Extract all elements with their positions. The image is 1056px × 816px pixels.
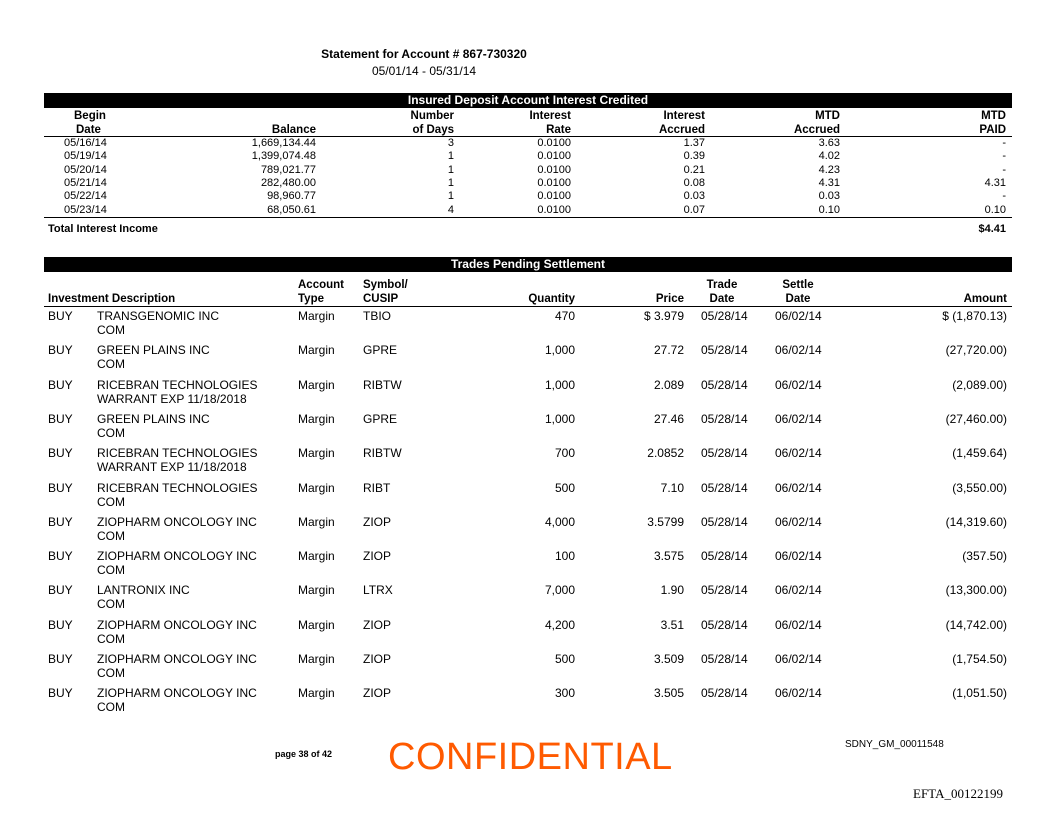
col-accrued: Accrued bbox=[658, 124, 705, 136]
col-account: Account bbox=[298, 279, 344, 291]
trade-description: RICEBRAN TECHNOLOGIES bbox=[97, 377, 258, 392]
trade-symbol: TBIO bbox=[363, 309, 392, 323]
trade-description-line2: COM bbox=[97, 323, 125, 337]
trade-symbol: GPRE bbox=[363, 343, 398, 358]
col-amount: Amount bbox=[963, 293, 1007, 305]
efta-number: EFTA_00122199 bbox=[913, 786, 1003, 801]
total-interest-value: $4.41 bbox=[978, 223, 1006, 235]
trade-description-line2: COM bbox=[97, 666, 125, 680]
interest-rate: 0.0100 bbox=[537, 190, 571, 203]
trade-date: 05/28/14 bbox=[701, 343, 748, 358]
col-symbol: Symbol/ bbox=[363, 279, 408, 291]
trade-amount: (14,319.60) bbox=[945, 514, 1007, 529]
trade-price: 27.72 bbox=[653, 343, 684, 358]
interest-mtd-accrued: 3.63 bbox=[818, 137, 840, 149]
interest-balance: 1,669,134.44 bbox=[251, 137, 316, 149]
trade-account-type: Margin bbox=[298, 686, 335, 701]
col-interest-rate-1: Interest bbox=[529, 110, 571, 122]
trade-amount: (1,459.64) bbox=[952, 446, 1007, 461]
trade-account-type: Margin bbox=[298, 549, 335, 564]
interest-balance: 789,021.77 bbox=[260, 163, 316, 176]
interest-days: 4 bbox=[447, 203, 454, 216]
total-interest-label: Total Interest Income bbox=[48, 223, 158, 235]
interest-mtd-accrued: 4.23 bbox=[818, 163, 840, 176]
trade-account-type: Margin bbox=[298, 617, 335, 632]
trade-description-line2: COM bbox=[97, 563, 125, 578]
interest-mtd-accrued: 4.02 bbox=[818, 150, 840, 163]
trade-description-line2: COM bbox=[97, 494, 125, 509]
trade-action: BUY bbox=[48, 617, 73, 632]
trade-date: 05/28/14 bbox=[701, 446, 748, 461]
trade-settle-date: 06/02/14 bbox=[775, 514, 822, 529]
trade-symbol: ZIOP bbox=[363, 617, 392, 632]
interest-rate: 0.0100 bbox=[537, 203, 571, 216]
col-date: Date bbox=[76, 124, 101, 136]
col-settle-date: Date bbox=[785, 293, 811, 305]
interest-balance: 98,960.77 bbox=[267, 190, 316, 203]
interest-accrued: 0.21 bbox=[683, 163, 705, 176]
trade-description: TRANSGENOMIC INC bbox=[97, 309, 220, 323]
trade-quantity: 470 bbox=[554, 309, 575, 323]
trade-account-type: Margin bbox=[298, 309, 335, 323]
interest-balance: 1,399,074.48 bbox=[251, 150, 316, 163]
trade-account-type: Margin bbox=[298, 652, 335, 666]
interest-accrued: 0.39 bbox=[683, 150, 705, 163]
trade-description: ZIOPHARM ONCOLOGY INC bbox=[97, 652, 257, 666]
interest-balance: 282,480.00 bbox=[260, 176, 316, 189]
trade-account-type: Margin bbox=[298, 446, 335, 461]
trade-description: LANTRONIX INC bbox=[97, 583, 190, 598]
trade-date: 05/28/14 bbox=[701, 617, 748, 632]
interest-date: 05/19/14 bbox=[64, 150, 107, 163]
trade-description-line2: COM bbox=[97, 631, 125, 646]
trade-settle-date: 06/02/14 bbox=[775, 686, 822, 701]
interest-balance: 68,050.61 bbox=[267, 203, 316, 216]
interest-date: 05/16/14 bbox=[64, 137, 107, 149]
trade-action: BUY bbox=[48, 549, 73, 564]
col-interest-accrued-1: Interest bbox=[663, 110, 705, 122]
trade-date: 05/28/14 bbox=[701, 377, 748, 392]
trade-action: BUY bbox=[48, 411, 73, 426]
trade-description: ZIOPHARM ONCOLOGY INC bbox=[97, 686, 257, 701]
interest-date: 05/22/14 bbox=[64, 190, 107, 203]
trade-action: BUY bbox=[48, 480, 73, 495]
trade-description-line2: WARRANT EXP 11/18/2018 bbox=[97, 391, 247, 406]
col-balance: Balance bbox=[271, 124, 316, 136]
interest-date: 05/20/14 bbox=[64, 163, 107, 176]
interest-total-rule bbox=[44, 217, 1012, 218]
trade-settle-date: 06/02/14 bbox=[775, 549, 822, 564]
trade-action: BUY bbox=[48, 686, 73, 701]
trades-section-title: Trades Pending Settlement bbox=[44, 257, 1012, 272]
trade-action: BUY bbox=[48, 583, 73, 598]
trade-date: 05/28/14 bbox=[701, 309, 748, 323]
trade-description-line2: COM bbox=[97, 597, 125, 612]
col-cusip: CUSIP bbox=[363, 293, 399, 305]
col-investment-description: Investment Description bbox=[48, 293, 176, 305]
trade-price: 7.10 bbox=[660, 480, 684, 495]
trade-amount: (3,550.00) bbox=[952, 480, 1007, 495]
trade-symbol: LTRX bbox=[363, 583, 393, 598]
trade-description-line2: COM bbox=[97, 425, 125, 440]
trade-settle-date: 06/02/14 bbox=[775, 446, 822, 461]
col-of-days: of Days bbox=[412, 124, 454, 136]
interest-accrued: 1.37 bbox=[683, 137, 705, 149]
trade-date: 05/28/14 bbox=[701, 480, 748, 495]
trade-price: 2.0852 bbox=[647, 446, 684, 461]
trade-symbol: RIBTW bbox=[363, 446, 402, 461]
trade-description: ZIOPHARM ONCOLOGY INC bbox=[97, 549, 257, 564]
trade-date: 05/28/14 bbox=[701, 411, 748, 426]
statement-period: 05/01/14 - 05/31/14 bbox=[371, 64, 477, 78]
interest-rate: 0.0100 bbox=[537, 150, 571, 163]
trade-quantity: 500 bbox=[554, 652, 575, 666]
col-paid: PAID bbox=[979, 124, 1006, 136]
trade-amount: (13,300.00) bbox=[945, 583, 1007, 598]
trade-settle-date: 06/02/14 bbox=[775, 411, 822, 426]
interest-mtd-accrued: 0.03 bbox=[818, 190, 840, 203]
confidential-stamp: CONFIDENTIAL bbox=[388, 736, 673, 778]
trade-date: 05/28/14 bbox=[701, 652, 748, 666]
trade-account-type: Margin bbox=[298, 514, 335, 529]
trade-date: 05/28/14 bbox=[701, 583, 748, 598]
trade-account-type: Margin bbox=[298, 343, 335, 358]
trade-amount: (2,089.00) bbox=[952, 377, 1007, 392]
trade-action: BUY bbox=[48, 446, 73, 461]
trade-action: BUY bbox=[48, 343, 73, 358]
trade-price: 3.5799 bbox=[647, 514, 684, 529]
trade-date: 05/28/14 bbox=[701, 549, 748, 564]
trade-symbol: ZIOP bbox=[363, 686, 392, 701]
trade-description: GREEN PLAINS INC bbox=[97, 343, 210, 358]
trade-settle-date: 06/02/14 bbox=[775, 309, 822, 323]
trade-action: BUY bbox=[48, 377, 73, 392]
trade-action: BUY bbox=[48, 652, 73, 666]
trade-description: ZIOPHARM ONCOLOGY INC bbox=[97, 514, 257, 529]
interest-paid: - bbox=[1002, 163, 1006, 176]
col-trade-date: Date bbox=[709, 293, 735, 305]
trade-amount: $ (1,870.13) bbox=[942, 309, 1007, 323]
trade-settle-date: 06/02/14 bbox=[775, 480, 822, 495]
trade-description: RICEBRAN TECHNOLOGIES bbox=[97, 446, 258, 461]
interest-date: 05/21/14 bbox=[64, 176, 107, 189]
trades-header-rule bbox=[44, 306, 1012, 307]
interest-days: 1 bbox=[447, 190, 454, 203]
interest-paid: 4.31 bbox=[984, 176, 1006, 189]
statement-title: Statement for Account # 867-730320 bbox=[321, 47, 527, 61]
trade-symbol: RIBTW bbox=[363, 377, 402, 392]
trade-description-line2: COM bbox=[97, 357, 125, 372]
page-number: page 38 of 42 bbox=[275, 749, 333, 759]
trade-account-type: Margin bbox=[298, 377, 335, 392]
interest-rate: 0.0100 bbox=[537, 176, 571, 189]
trade-price: 3.505 bbox=[653, 686, 684, 701]
trade-date: 05/28/14 bbox=[701, 514, 748, 529]
trade-description-line2: COM bbox=[97, 700, 125, 715]
trade-settle-date: 06/02/14 bbox=[775, 652, 822, 666]
interest-rate: 0.0100 bbox=[537, 137, 571, 149]
interest-rate: 0.0100 bbox=[537, 163, 571, 176]
col-settle: Settle bbox=[782, 279, 814, 291]
trade-account-type: Margin bbox=[298, 411, 335, 426]
document-id: SDNY_GM_00011548 bbox=[845, 739, 944, 750]
interest-days: 1 bbox=[447, 150, 454, 163]
trade-description: ZIOPHARM ONCOLOGY INC bbox=[97, 617, 257, 632]
trade-quantity: 4,200 bbox=[544, 617, 575, 632]
trade-symbol: RIBT bbox=[363, 480, 391, 495]
trade-quantity: 4,000 bbox=[544, 514, 575, 529]
trade-settle-date: 06/02/14 bbox=[775, 343, 822, 358]
col-number: Number bbox=[410, 110, 454, 122]
trade-account-type: Margin bbox=[298, 480, 335, 495]
interest-paid: - bbox=[1002, 190, 1006, 203]
col-mtd-1: MTD bbox=[815, 110, 840, 122]
interest-days: 3 bbox=[447, 137, 454, 149]
trade-action: BUY bbox=[48, 514, 73, 529]
trade-amount: (14,742.00) bbox=[945, 617, 1007, 632]
trade-price: 27.46 bbox=[653, 411, 684, 426]
interest-days: 1 bbox=[447, 176, 454, 189]
interest-mtd-accrued: 4.31 bbox=[818, 176, 840, 189]
trade-price: $ 3.979 bbox=[643, 309, 684, 323]
col-begin: Begin bbox=[74, 110, 106, 122]
interest-paid: 0.10 bbox=[984, 203, 1006, 216]
trade-amount: (27,720.00) bbox=[945, 343, 1007, 358]
trade-symbol: ZIOP bbox=[363, 549, 392, 564]
trade-description: GREEN PLAINS INC bbox=[97, 411, 210, 426]
trade-price: 3.509 bbox=[653, 652, 684, 666]
col-rate: Rate bbox=[546, 124, 571, 136]
trade-symbol: GPRE bbox=[363, 411, 398, 426]
interest-accrued: 0.08 bbox=[683, 176, 705, 189]
col-mtd-accrued: Accrued bbox=[793, 124, 840, 136]
trade-quantity: 1,000 bbox=[544, 377, 575, 392]
trade-amount: (357.50) bbox=[962, 549, 1007, 564]
trade-account-type: Margin bbox=[298, 583, 335, 598]
trade-amount: (1,754.50) bbox=[952, 652, 1007, 666]
col-mtd-2: MTD bbox=[981, 110, 1006, 122]
trade-settle-date: 06/02/14 bbox=[775, 377, 822, 392]
col-type: Type bbox=[298, 293, 324, 305]
interest-paid: - bbox=[1002, 137, 1006, 149]
trade-description-line2: COM bbox=[97, 528, 125, 543]
trade-quantity: 100 bbox=[554, 549, 575, 564]
col-price: Price bbox=[655, 293, 684, 305]
interest-date: 05/23/14 bbox=[64, 203, 107, 216]
trade-price: 3.575 bbox=[653, 549, 684, 564]
interest-accrued: 0.07 bbox=[683, 203, 705, 216]
interest-accrued: 0.03 bbox=[683, 190, 705, 203]
trade-description: RICEBRAN TECHNOLOGIES bbox=[97, 480, 258, 495]
trade-action: BUY bbox=[48, 309, 73, 323]
interest-section-title: Insured Deposit Account Interest Credited bbox=[44, 93, 1012, 108]
interest-days: 1 bbox=[447, 163, 454, 176]
trade-amount: (27,460.00) bbox=[945, 411, 1007, 426]
trade-symbol: ZIOP bbox=[363, 514, 392, 529]
trade-amount: (1,051.50) bbox=[952, 686, 1007, 701]
trade-symbol: ZIOP bbox=[363, 652, 392, 666]
trade-quantity: 7,000 bbox=[544, 583, 575, 598]
trade-price: 1.90 bbox=[660, 583, 684, 598]
trade-price: 3.51 bbox=[660, 617, 684, 632]
interest-mtd-accrued: 0.10 bbox=[818, 203, 840, 216]
trade-quantity: 1,000 bbox=[544, 343, 575, 358]
trade-quantity: 700 bbox=[554, 446, 575, 461]
trade-price: 2.089 bbox=[653, 377, 684, 392]
trade-quantity: 1,000 bbox=[544, 411, 575, 426]
trade-settle-date: 06/02/14 bbox=[775, 583, 822, 598]
trade-date: 05/28/14 bbox=[701, 686, 748, 701]
trade-quantity: 500 bbox=[554, 480, 575, 495]
col-trade: Trade bbox=[706, 279, 738, 291]
trade-settle-date: 06/02/14 bbox=[775, 617, 822, 632]
col-quantity: Quantity bbox=[528, 293, 575, 305]
trade-quantity: 300 bbox=[554, 686, 575, 701]
interest-paid: - bbox=[1002, 150, 1006, 163]
trade-description-line2: WARRANT EXP 11/18/2018 bbox=[97, 460, 247, 475]
